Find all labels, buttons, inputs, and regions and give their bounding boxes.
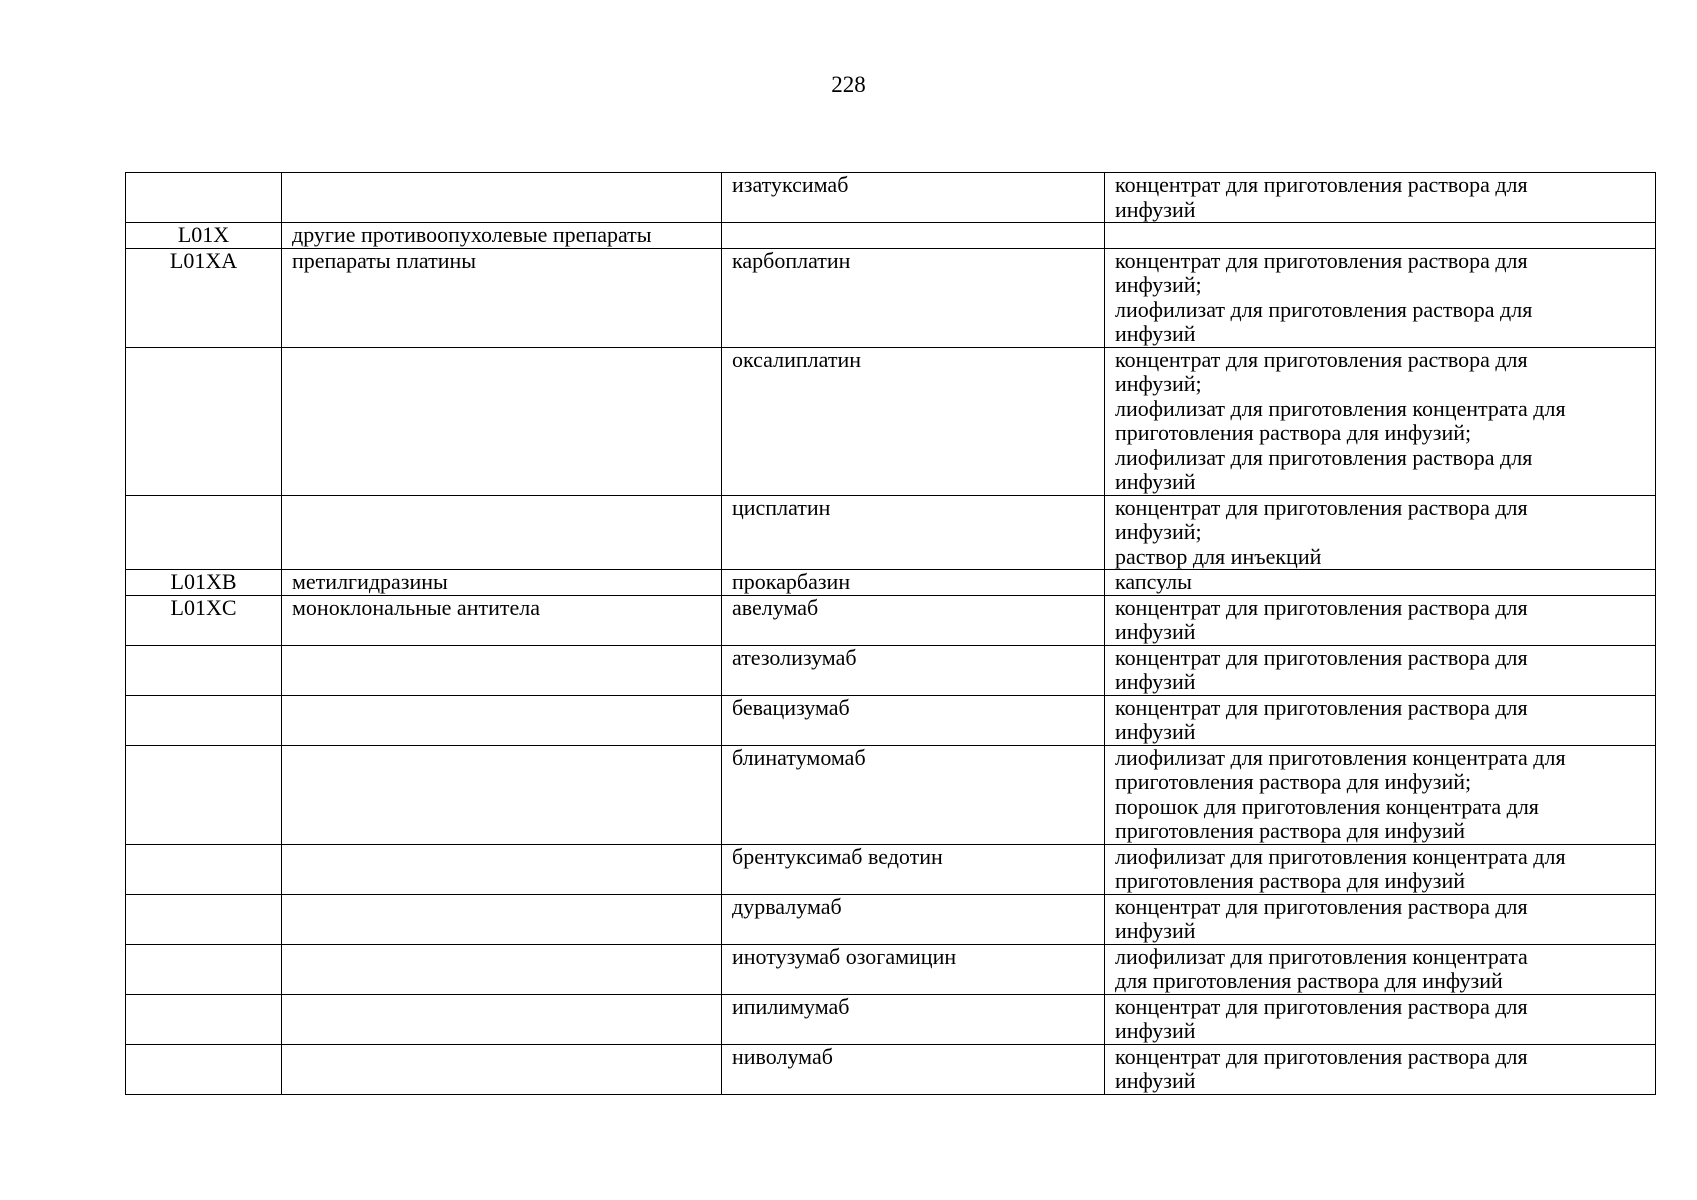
atc-code-cell — [126, 173, 282, 223]
drug-name-cell: цисплатин — [722, 495, 1105, 570]
drug-name-cell: авелумаб — [722, 595, 1105, 645]
group-cell — [282, 844, 722, 894]
drug-table-body — [126, 173, 1656, 1095]
drug-name-cell: атезолизумаб — [722, 645, 1105, 695]
atc-code-cell: L01X — [126, 223, 282, 249]
atc-code-cell — [126, 645, 282, 695]
atc-code-cell: L01XC — [126, 595, 282, 645]
dosage-form-cell: концентрат для приготовления раствора для инфузий — [1105, 595, 1656, 645]
table-row — [126, 894, 1656, 944]
group-cell — [282, 495, 722, 570]
table-row — [126, 844, 1656, 894]
drug-name-cell: брентуксимаб ведотин — [722, 844, 1105, 894]
drug-name-cell: блинатумомаб — [722, 745, 1105, 844]
table-row — [126, 347, 1656, 495]
atc-code-cell — [126, 745, 282, 844]
dosage-form-cell: капсулы — [1105, 570, 1656, 596]
table-row — [126, 595, 1656, 645]
group-cell: препараты платины — [282, 248, 722, 347]
dosage-form-cell — [1105, 223, 1656, 249]
atc-code-cell — [126, 944, 282, 994]
group-cell — [282, 894, 722, 944]
table-row — [126, 495, 1656, 570]
atc-code-cell — [126, 347, 282, 495]
group-cell: метилгидразины — [282, 570, 722, 596]
atc-code-cell — [126, 994, 282, 1044]
group-cell — [282, 347, 722, 495]
drug-name-cell: инотузумаб озогамицин — [722, 944, 1105, 994]
group-cell — [282, 944, 722, 994]
table-row — [126, 1044, 1656, 1094]
dosage-form-cell: лиофилизат для приготовления концентрата для приготовления раствора для инфузий — [1105, 844, 1656, 894]
dosage-form-cell: концентрат для приготовления раствора для инфузий — [1105, 894, 1656, 944]
page-number: 228 — [831, 72, 866, 97]
table-row — [126, 944, 1656, 994]
atc-code-cell: L01XA — [126, 248, 282, 347]
drug-name-cell: ниволумаб — [722, 1044, 1105, 1094]
dosage-form-cell: лиофилизат для приготовления концентрата для приготовления раствора для инфузий; порошок для приготовления концентрата для приготовления раствора для инфузий — [1105, 745, 1656, 844]
dosage-form-cell: концентрат для приготовления раствора для инфузий — [1105, 1044, 1656, 1094]
drug-name-cell: изатуксимаб — [722, 173, 1105, 223]
drug-name-cell: ипилимумаб — [722, 994, 1105, 1044]
group-cell: моноклональные антитела — [282, 595, 722, 645]
table-row — [126, 645, 1656, 695]
drug-name-cell: бевацизумаб — [722, 695, 1105, 745]
drug-name-cell: прокарбазин — [722, 570, 1105, 596]
drug-name-cell: карбоплатин — [722, 248, 1105, 347]
atc-code-cell: L01XB — [126, 570, 282, 596]
table-row — [126, 248, 1656, 347]
atc-code-cell — [126, 844, 282, 894]
group-cell — [282, 994, 722, 1044]
table-row — [126, 570, 1656, 596]
group-cell — [282, 695, 722, 745]
group-cell — [282, 1044, 722, 1094]
dosage-form-cell: концентрат для приготовления раствора для инфузий; раствор для инъекций — [1105, 495, 1656, 570]
drug-table — [125, 172, 1656, 1095]
dosage-form-cell: концентрат для приготовления раствора для инфузий — [1105, 173, 1656, 223]
table-row — [126, 994, 1656, 1044]
drug-name-cell — [722, 223, 1105, 249]
group-cell — [282, 645, 722, 695]
atc-code-cell — [126, 894, 282, 944]
table-row — [126, 173, 1656, 223]
dosage-form-cell: концентрат для приготовления раствора для инфузий; лиофилизат для приготовления раствора для инфузий — [1105, 248, 1656, 347]
drug-name-cell: дурвалумаб — [722, 894, 1105, 944]
group-cell — [282, 173, 722, 223]
atc-code-cell — [126, 695, 282, 745]
atc-code-cell — [126, 1044, 282, 1094]
dosage-form-cell: концентрат для приготовления раствора для инфузий — [1105, 994, 1656, 1044]
dosage-form-cell: лиофилизат для приготовления концентрата для приготовления раствора для инфузий — [1105, 944, 1656, 994]
table-row — [126, 745, 1656, 844]
dosage-form-cell: концентрат для приготовления раствора для инфузий — [1105, 645, 1656, 695]
dosage-form-cell: концентрат для приготовления раствора для инфузий; лиофилизат для приготовления концентрата для приготовления раствора для инфузий; лиофилизат для приготовления раствора для инфузий — [1105, 347, 1656, 495]
group-cell: другие противоопухолевые препараты — [282, 223, 722, 249]
group-cell — [282, 745, 722, 844]
table-row — [126, 223, 1656, 249]
dosage-form-cell: концентрат для приготовления раствора для инфузий — [1105, 695, 1656, 745]
atc-code-cell — [126, 495, 282, 570]
drug-name-cell: оксалиплатин — [722, 347, 1105, 495]
table-row — [126, 695, 1656, 745]
